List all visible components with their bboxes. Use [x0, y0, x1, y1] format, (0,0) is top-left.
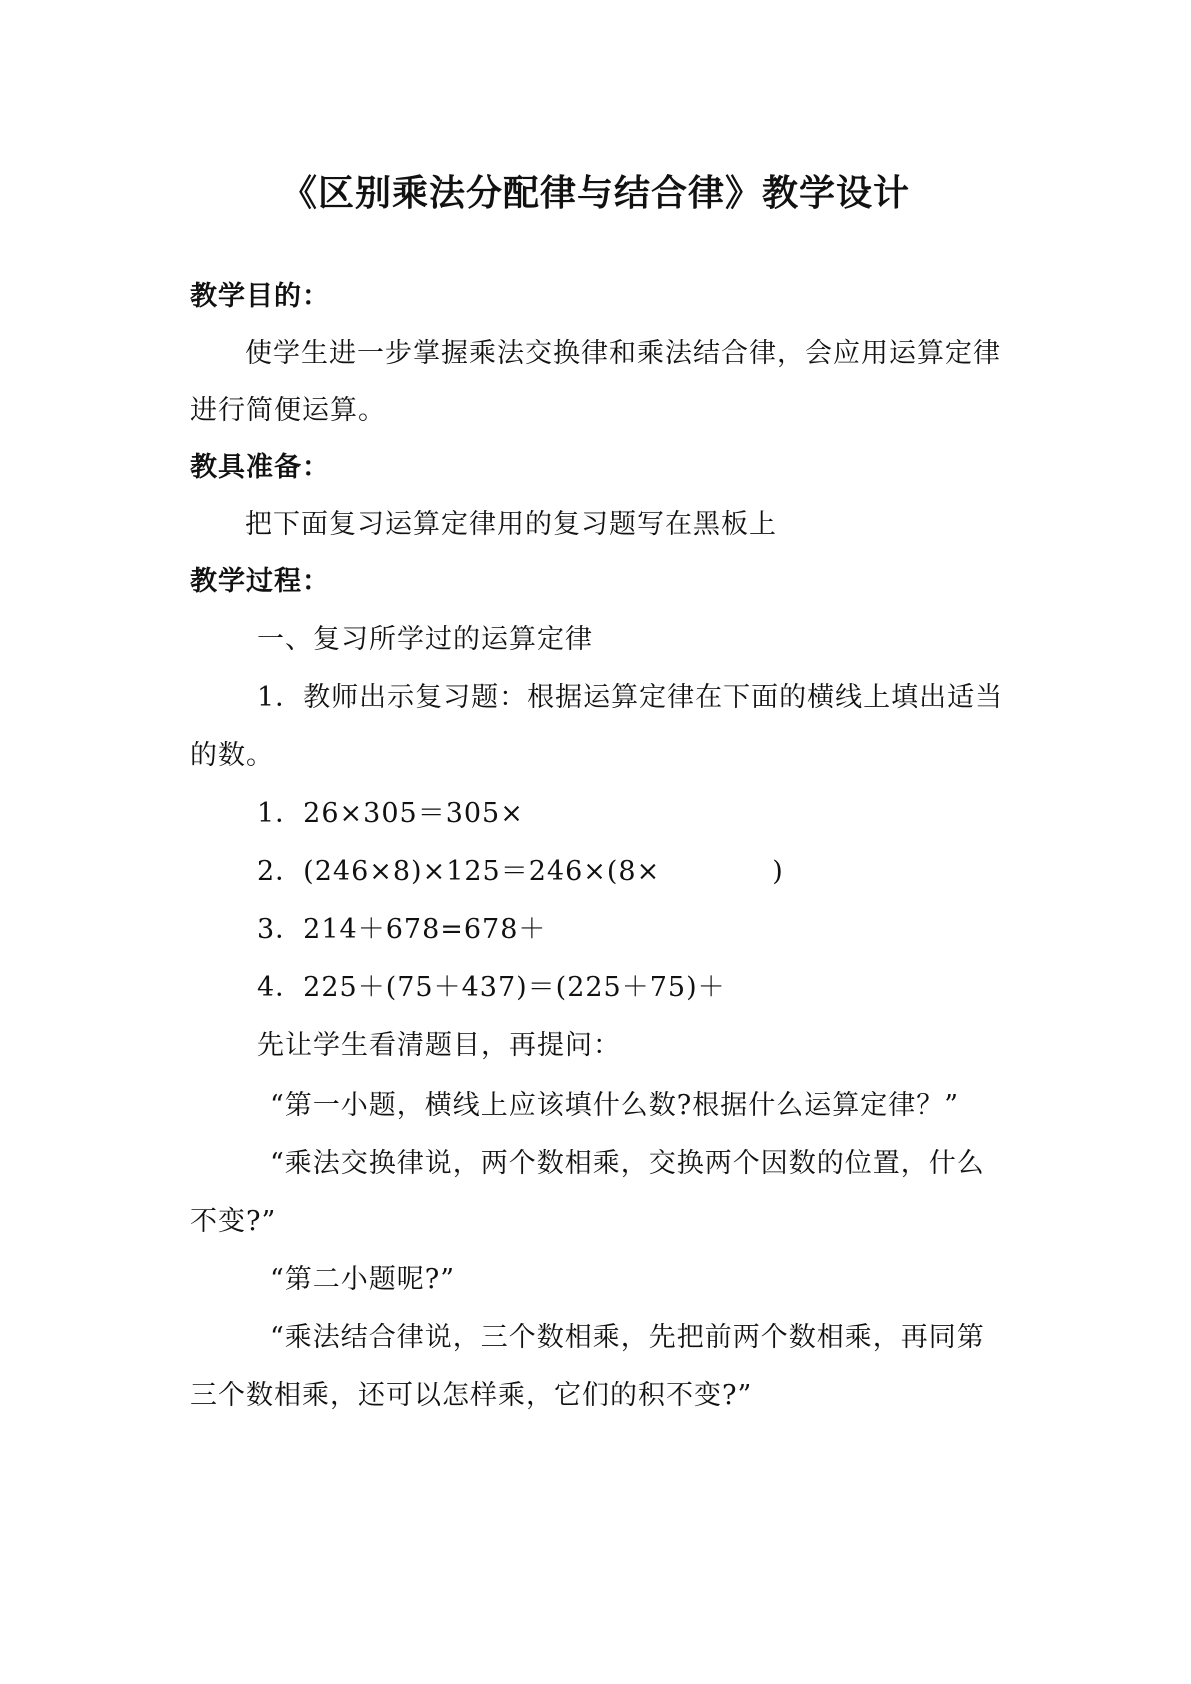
dialogue-line: “乘法交换律说，两个数相乘，交换两个因数的位置，什么: [270, 1148, 985, 1179]
intro-line: 1．教师出示复习题：根据运算定律在下面的横线上填出适当: [257, 682, 1004, 713]
dialogue-line: 先让学生看清题目，再提问：: [257, 1030, 621, 1061]
tools-heading: 教具准备：: [190, 452, 330, 483]
document-title: 《区别乘法分配律与结合律》教学设计: [280, 172, 910, 214]
intro-line: 的数。: [190, 740, 274, 771]
tools-line: 把下面复习运算定律用的复习题写在黑板上: [245, 509, 777, 540]
aim-heading: 教学目的：: [190, 281, 330, 312]
dialogue-line: 三个数相乘，还可以怎样乘，它们的积不变?”: [190, 1380, 753, 1411]
step-title: 一、复习所学过的运算定律: [257, 624, 593, 655]
dialogue-line: “第一小题，横线上应该填什么数?根据什么运算定律？”: [270, 1090, 960, 1121]
process-heading: 教学过程：: [190, 566, 330, 597]
exercise-item: 1．26×305＝305×: [257, 798, 524, 829]
exercise-item: 4．225＋(75＋437)＝(225＋75)＋: [257, 972, 726, 1003]
exercise-item: 3．214＋678=678＋: [257, 914, 547, 945]
exercise-item: 2．(246×8)×125＝246×(8× ): [257, 856, 784, 887]
aim-line: 使学生进一步掌握乘法交换律和乘法结合律，会应用运算定律: [245, 338, 1001, 369]
dialogue-line: “第二小题呢?”: [270, 1264, 456, 1295]
dialogue-line: “乘法结合律说，三个数相乘，先把前两个数相乘，再同第: [270, 1322, 985, 1353]
aim-line: 进行简便运算。: [190, 395, 386, 426]
dialogue-line: 不变?”: [190, 1206, 277, 1237]
